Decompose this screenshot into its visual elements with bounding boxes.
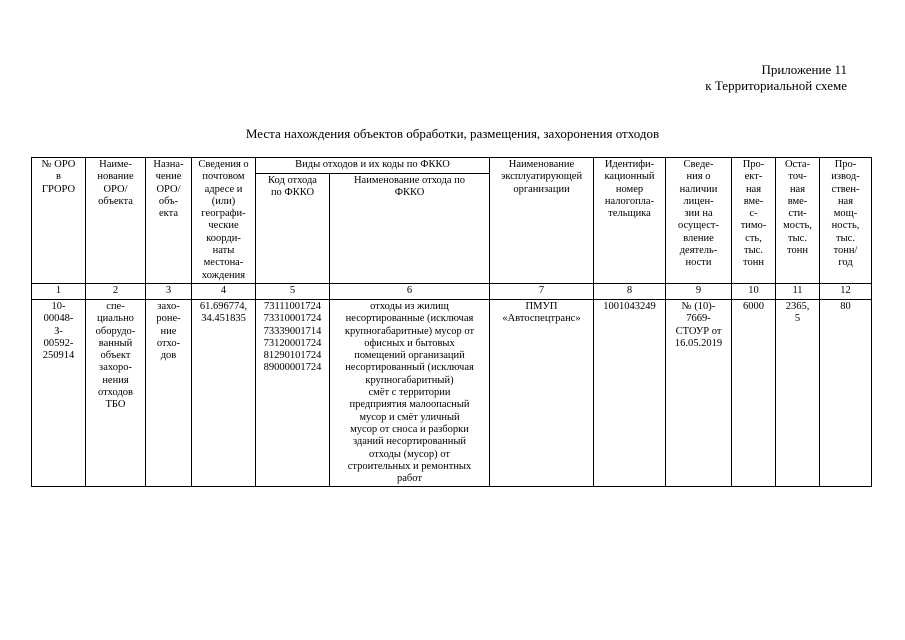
text-line: 73310001724 [263, 313, 322, 325]
header-organization [490, 158, 594, 284]
cell-design-capacity: 6000 [732, 299, 776, 486]
cell-inn: 1001043249 [594, 299, 666, 486]
text-line: отходов [97, 387, 134, 399]
text-line: ФККО [394, 187, 425, 199]
text-line: 2365, [785, 300, 810, 312]
text-line: по ФККО [270, 187, 315, 199]
text-line: захоро- [99, 362, 132, 374]
text-line: ГРОРО [41, 183, 76, 195]
text-line: объ- [158, 195, 179, 207]
text-line: ствен- [831, 183, 860, 195]
col-number: 11 [776, 283, 820, 299]
col-number: 12 [820, 283, 872, 299]
text-line: 89000001724 [263, 362, 322, 374]
cell-waste-names [330, 299, 490, 486]
text-line: год [838, 257, 853, 269]
header-license [666, 158, 732, 284]
header-remaining-capacity [776, 158, 820, 284]
text-line: предприятия малоопасный [349, 399, 470, 411]
text-line: тимо- [740, 220, 767, 232]
text-line: ная [789, 183, 806, 195]
column-numbers-row [32, 283, 872, 299]
text-line: наличии [679, 183, 718, 195]
text-line: СТОУР от [675, 325, 722, 337]
text-line: тонн [743, 257, 764, 269]
col-number: 6 [330, 283, 490, 299]
text-line: организации [513, 183, 570, 195]
text-line: осущест- [677, 220, 720, 232]
header-object-name [86, 158, 146, 284]
text-line: 00592- [43, 337, 74, 349]
text-line: 00048- [43, 313, 74, 325]
text-line: мость, [783, 220, 812, 232]
text-line: 250914 [42, 350, 75, 362]
text-line: (или) [211, 195, 236, 207]
text-line: сти- [788, 208, 807, 220]
header-address [192, 158, 256, 284]
text-line: наты [212, 245, 235, 257]
header-production-capacity [820, 158, 872, 284]
text-line: номер [615, 183, 644, 195]
appendix-line-2: к Территориальной схеме [705, 78, 847, 93]
waste-facilities-table [31, 157, 872, 487]
document-title: Места нахождения объектов обработки, размещения, захоронения отходов [245, 126, 660, 141]
text-line: крупногабаритные) мусор от [344, 325, 475, 337]
col-number: 2 [86, 283, 146, 299]
text-line: налогопла- [604, 195, 655, 207]
text-line: тонн/ [833, 245, 858, 257]
text-line: нения [102, 374, 129, 386]
text-line: кационный [604, 171, 655, 183]
cell-coordinates [192, 299, 256, 486]
text-line: отходы (мусор) от [369, 448, 450, 460]
text-line: в [56, 171, 61, 183]
text-line: 73120001724 [263, 337, 322, 349]
text-line: хождения [201, 269, 246, 281]
cell-purpose [146, 299, 192, 486]
text-line: 10- [51, 300, 66, 312]
text-line: зданий несортированный [352, 436, 467, 448]
cell-organization [490, 299, 594, 486]
cell-remaining-capacity [776, 299, 820, 486]
text-line: Наименование [508, 159, 575, 170]
col-number: 8 [594, 283, 666, 299]
col-number: 7 [490, 283, 594, 299]
text-line: Оста- [784, 159, 811, 170]
text-line: оборудо- [95, 325, 136, 337]
col-number: 3 [146, 283, 192, 299]
table-row [32, 299, 872, 486]
text-line: Наиме- [99, 159, 132, 170]
text-line: Наименование отхода по [353, 175, 466, 186]
text-line: Про- [834, 159, 857, 170]
col-number: 9 [666, 283, 732, 299]
text-line: работ [397, 473, 422, 485]
header-waste-code [256, 174, 330, 284]
text-line: лицен- [683, 195, 714, 207]
text-line: циально [97, 313, 134, 325]
text-line: отхо- [156, 337, 181, 349]
text-line: екта [158, 208, 178, 220]
text-line: крупногабаритный) [365, 374, 454, 386]
cell-license [666, 299, 732, 486]
text-line: 81290101724 [263, 350, 322, 362]
text-line: тыс. [744, 245, 763, 257]
col-number: 5 [256, 283, 330, 299]
header-purpose [146, 158, 192, 284]
text-line: ности [685, 257, 712, 269]
text-line: 34.451835 [201, 313, 246, 325]
text-line: Код отхода [268, 175, 317, 186]
text-line: ПМУП [525, 300, 558, 312]
header-waste-group: Виды отходов и их коды по ФККО [256, 158, 490, 174]
text-line: точ- [788, 171, 807, 183]
text-line: тыс. [788, 232, 807, 244]
text-line: № ОРО [41, 159, 76, 170]
text-line: ванный [98, 337, 133, 349]
text-line: адресе и [204, 183, 243, 195]
text-line: строительных и ремонтных [347, 460, 472, 472]
text-line: Назна- [153, 159, 184, 170]
text-line: с- [749, 208, 758, 220]
text-line: нование [97, 171, 134, 183]
text-line: ТБО [105, 399, 126, 411]
text-line: тыс. [836, 232, 855, 244]
text-line: З- [54, 325, 63, 337]
text-line: деятель- [679, 245, 718, 257]
text-line: объекта [98, 195, 133, 207]
text-line: географи- [201, 208, 246, 220]
text-line: вме- [743, 195, 764, 207]
text-line: 7669- [686, 313, 711, 325]
text-line: 16.05.2019 [674, 337, 723, 349]
col-number: 10 [732, 283, 776, 299]
text-line: ект- [744, 171, 763, 183]
text-line: несортированные (исключая [345, 313, 474, 325]
text-line: ческие [208, 220, 239, 232]
text-line: чение [155, 171, 182, 183]
text-line: вме- [787, 195, 808, 207]
text-line: 73339001714 [263, 325, 322, 337]
cell-production-capacity: 80 [820, 299, 872, 486]
appendix-line-1: Приложение 11 [761, 62, 847, 77]
text-line: Идентифи- [604, 159, 655, 170]
col-number: 4 [192, 283, 256, 299]
header-design-capacity [732, 158, 776, 284]
cell-oro-number [32, 299, 86, 486]
text-line: тельщика [608, 208, 651, 220]
text-line: вление [683, 232, 714, 244]
text-line: коорди- [206, 232, 241, 244]
cell-object-name [86, 299, 146, 486]
header-waste-name [330, 174, 490, 284]
text-line: № (10)- [681, 300, 716, 312]
text-line: сть, [745, 232, 762, 244]
text-line: 61.696774, [199, 300, 248, 312]
header-inn [594, 158, 666, 284]
text-line: ность, [831, 220, 860, 232]
text-line: мощ- [833, 208, 858, 220]
text-line: спе- [106, 300, 125, 312]
text-line: ние [160, 325, 177, 337]
text-line: ная [745, 183, 762, 195]
text-line: объект [100, 350, 131, 362]
text-line: захо- [157, 300, 180, 312]
text-line: ОРО/ [103, 183, 128, 195]
header-oro-number [32, 158, 86, 284]
header-row-1 [32, 158, 872, 174]
text-line: мусор от сноса и разборки [350, 423, 469, 435]
text-line: извод- [831, 171, 860, 183]
text-line: ная [837, 195, 854, 207]
text-line: эксплуатирующей [500, 171, 583, 183]
text-line: «Автоспецтранс» [502, 313, 581, 325]
text-line: смёт с территории [368, 387, 451, 399]
appendix-caption [705, 62, 847, 94]
text-line: помещений организаций [354, 350, 465, 362]
text-line: тонн [787, 245, 808, 257]
text-line: роне- [156, 313, 181, 325]
text-line: Сведе- [683, 159, 714, 170]
text-line: несортированный (исключая [345, 362, 474, 374]
cell-waste-codes [256, 299, 330, 486]
text-line: ОРО/ [156, 183, 181, 195]
text-line: Сведения о [198, 159, 249, 170]
text-line: ния о [686, 171, 711, 183]
text-line: отходы из жилищ [370, 300, 449, 312]
text-line: местона- [203, 257, 244, 269]
text-line: 73111001724 [264, 300, 321, 312]
text-line: Про- [742, 159, 765, 170]
text-line: офисных и бытовых [364, 337, 455, 349]
text-line: 5 [794, 313, 801, 325]
text-line: зии на [684, 208, 713, 220]
text-line: дов [160, 350, 177, 362]
text-line: почтовом [202, 171, 245, 183]
text-line: мусор и смёт уличный [359, 411, 460, 423]
col-number: 1 [32, 283, 86, 299]
